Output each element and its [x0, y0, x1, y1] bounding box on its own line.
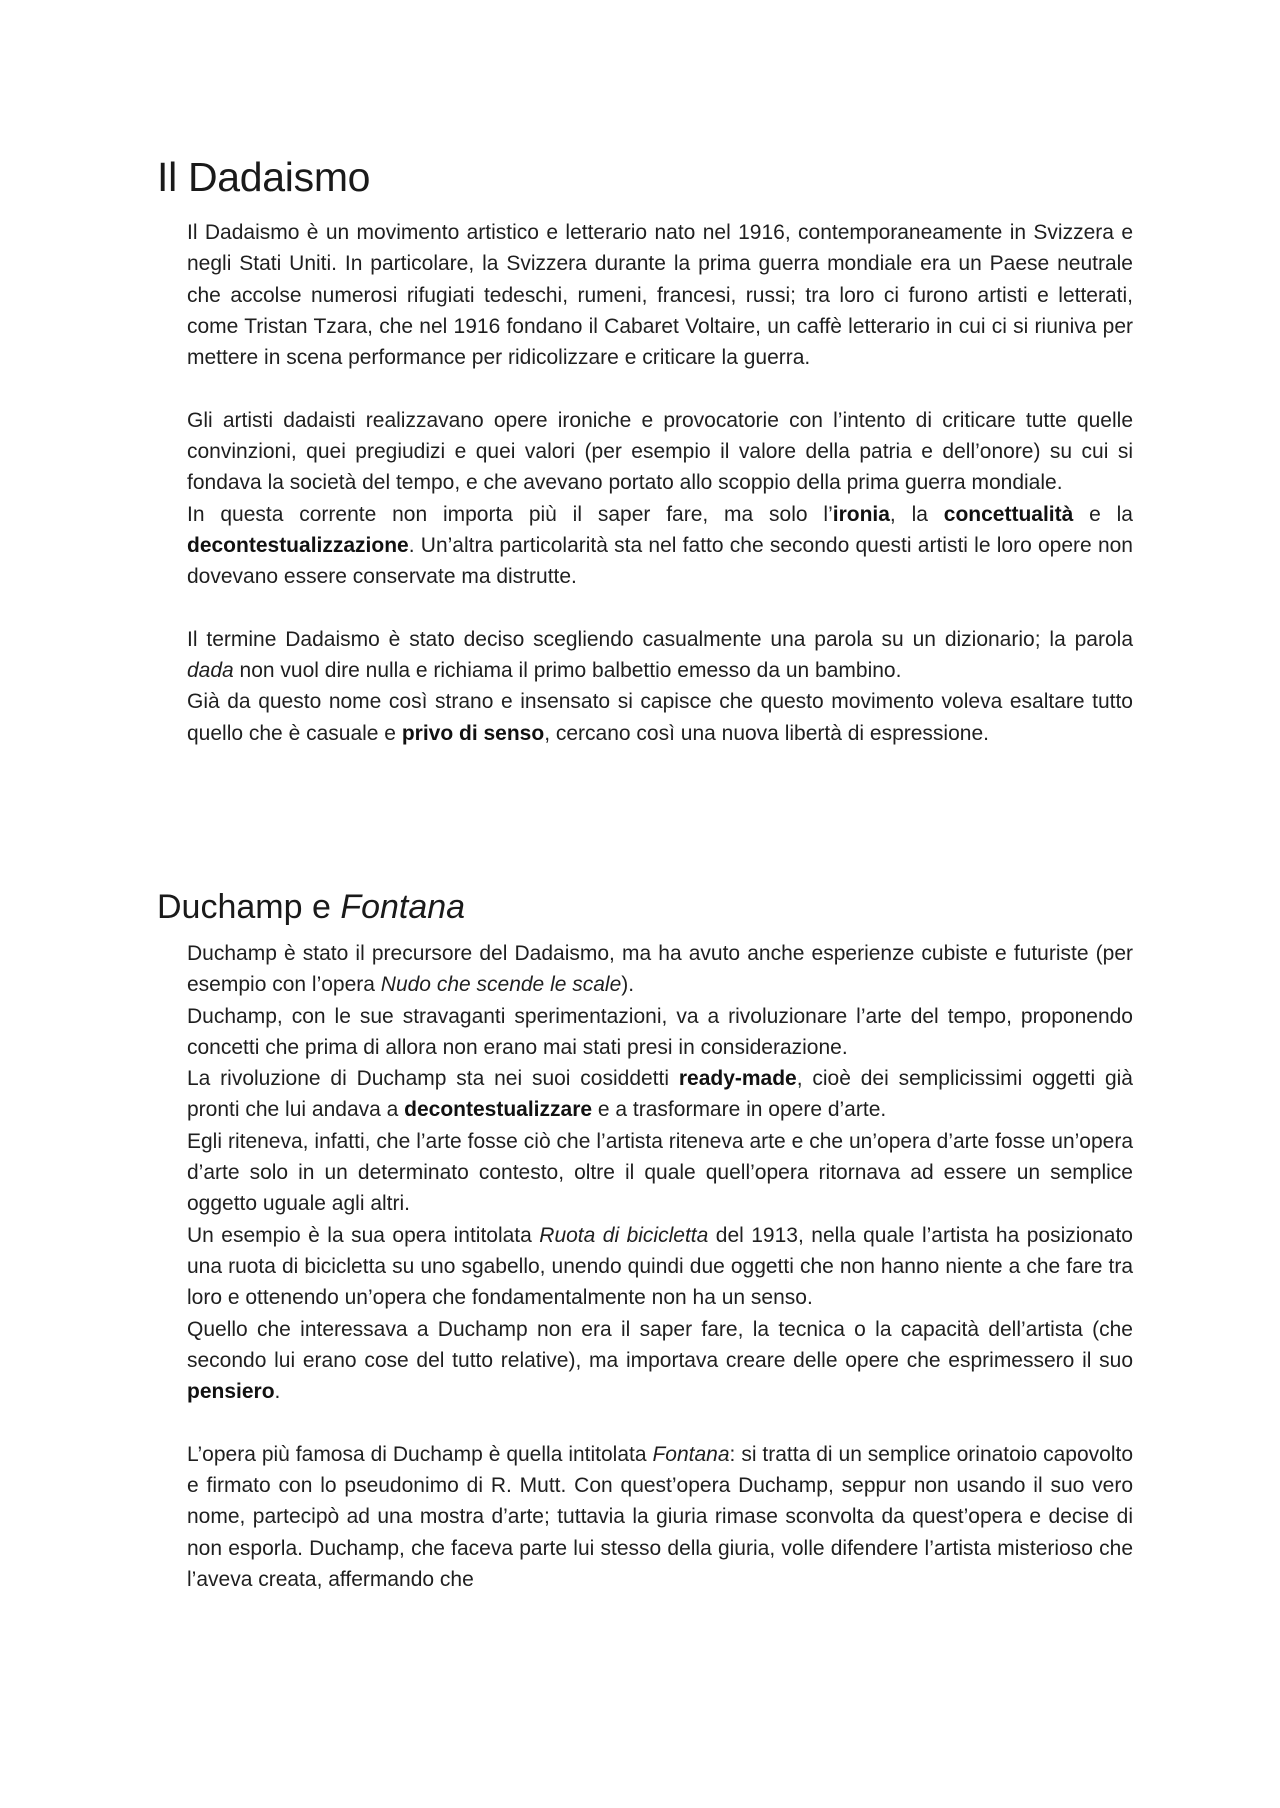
text-run: In questa corrente non importa più il saper fare, ma solo l’ — [187, 502, 833, 526]
paragraph-duchamp-3 — [187, 1063, 1133, 1126]
text-run: ). — [621, 973, 635, 997]
bold-privo-di-senso: privo di senso — [401, 721, 545, 745]
paragraph-dadaismo-4 — [187, 624, 1133, 687]
paragraph-gap — [187, 373, 1133, 404]
text-run: e la — [1073, 502, 1133, 526]
bold-decontestualizzare: decontestualizzare — [404, 1098, 593, 1122]
text-run: , la — [889, 502, 944, 526]
text-run: . — [274, 1380, 281, 1404]
text-run: non vuol dire nulla e richiama il primo balbettio emesso da un bambino. — [233, 659, 902, 683]
text-run: Duchamp è stato il precursore del Dadaismo, ma ha avuto anche esperienze cubiste e futuriste (per esempio con l’opera — [187, 942, 1133, 997]
section-duchamp — [187, 938, 1133, 1595]
text-run: Un esempio è la sua opera intitolata — [187, 1223, 540, 1247]
text-run: . Un’altra particolarità sta nel fatto che secondo questi artisti le loro opere non dovevano essere conservate ma distrutte. — [187, 533, 1133, 589]
paragraph-gap — [187, 593, 1133, 624]
paragraph-dadaismo-3 — [187, 499, 1133, 593]
text-run: Quello che interessava a Duchamp non era il saper fare, la tecnica o la capacità dell’artista (che secondo lui erano cose del tutto relative), ma importava creare delle opere che esprimessero il suo — [187, 1317, 1133, 1372]
text-run: L’opera più famosa di Duchamp è quella intitolata — [187, 1442, 653, 1466]
heading-italic-fontana: Fontana — [340, 888, 466, 926]
italic-ruota: Ruota di bicicletta — [539, 1223, 709, 1247]
paragraph-duchamp-5 — [187, 1220, 1133, 1314]
paragraph-duchamp-1 — [187, 938, 1133, 1001]
text-run: e a trasformare in opere d’arte. — [592, 1098, 887, 1122]
bold-pensiero: pensiero — [187, 1380, 275, 1404]
bold-ready-made: ready-made — [678, 1067, 797, 1091]
paragraph-gap — [187, 1407, 1133, 1438]
paragraph-dadaismo-2: Gli artisti dadaisti realizzavano opere ironiche e provocatorie con l’intento di criticare tutte quelle convinzioni, quei pregiudizi e quei valori (per esempio il valore della patria e dell’onore) su cui si fondava la società del tempo, e che avevano portato allo scoppio della prima guerra mondiale. — [187, 408, 1133, 495]
heading-duchamp-fontana — [157, 888, 465, 927]
text-run: Già da questo nome così strano e insensato si capisce che questo movimento voleva esaltare tutto quello che è casuale e — [187, 690, 1133, 745]
bold-concettualita: concettualità — [943, 502, 1074, 526]
paragraph-dadaismo-5 — [187, 686, 1133, 749]
text-run: : si tratta di un semplice orinatoio capovolto e firmato con lo pseudonimo di R. Mutt. Con quest’opera Duchamp, seppur non usando il suo vero nome, partecipò ad una mostra d’arte; tuttavia la giuria rimase sconvolta da quest’opera e decise di non esporla. Duchamp, che faceva parte lui stesso della giuria, volle difendere l’artista misterioso che l’aveva creata, affermando che — [187, 1442, 1134, 1591]
paragraph-duchamp-7 — [187, 1439, 1133, 1595]
text-run: La rivoluzione di Duchamp sta nei suoi cosiddetti — [187, 1067, 679, 1091]
paragraph-duchamp-2: Duchamp, con le sue stravaganti sperimentazioni, va a rivoluzionare l’arte del tempo, proponendo concetti che prima di allora non erano mai stati presi in considerazione. — [187, 1004, 1133, 1059]
text-run: del 1913, nella quale l’artista ha posizionato una ruota di bicicletta su uno sgabello, unendo quindi due oggetti che non hanno niente a che fare tra loro e ottenendo un’opera che fondamentalmente non ha un senso. — [187, 1223, 1133, 1310]
italic-fontana: Fontana — [652, 1442, 730, 1466]
text-run: Il termine Dadaismo è stato deciso scegliendo casualmente una parola su un dizionario; la parola — [187, 627, 1133, 651]
paragraph-dadaismo-1: Il Dadaismo è un movimento artistico e letterario nato nel 1916, contemporaneamente in Svizzera e negli Stati Uniti. In particolare, la Svizzera durante la prima guerra mondiale era un Paese neutrale che accolse numerosi rifugiati tedeschi, rumeni, francesi, russi; tra loro ci furono artisti e letterati, come Tristan Tzara, che nel 1916 fondano il Cabaret Voltaire, un caffè letterario in cui ci si riuniva per mettere in scena performance per ridicolizzare e criticare la guerra. — [187, 221, 1133, 370]
bold-decontestualizzazione: decontestualizzazione — [187, 533, 409, 557]
heading-part: Duchamp e — [157, 888, 341, 926]
paragraph-duchamp-6 — [187, 1314, 1133, 1408]
italic-nudo: Nudo che scende le scale — [380, 973, 622, 997]
italic-dada: dada — [187, 659, 234, 683]
heading-dadaismo: Il Dadaismo — [157, 154, 371, 200]
bold-ironia: ironia — [832, 502, 890, 526]
section-dadaismo — [187, 217, 1133, 749]
paragraph-duchamp-4: Egli riteneva, infatti, che l’arte fosse ciò che l’artista riteneva arte e che un’opera d’arte fosse un’opera d’arte solo in un determinato contesto, oltre il quale quell’opera ritornava ad essere un semplice oggetto uguale agli altri. — [187, 1129, 1133, 1216]
text-run: , cercano così una nuova libertà di espressione. — [544, 721, 989, 745]
text-run: , cioè dei semplicissimi oggetti già pronti che lui andava a — [187, 1067, 1133, 1122]
